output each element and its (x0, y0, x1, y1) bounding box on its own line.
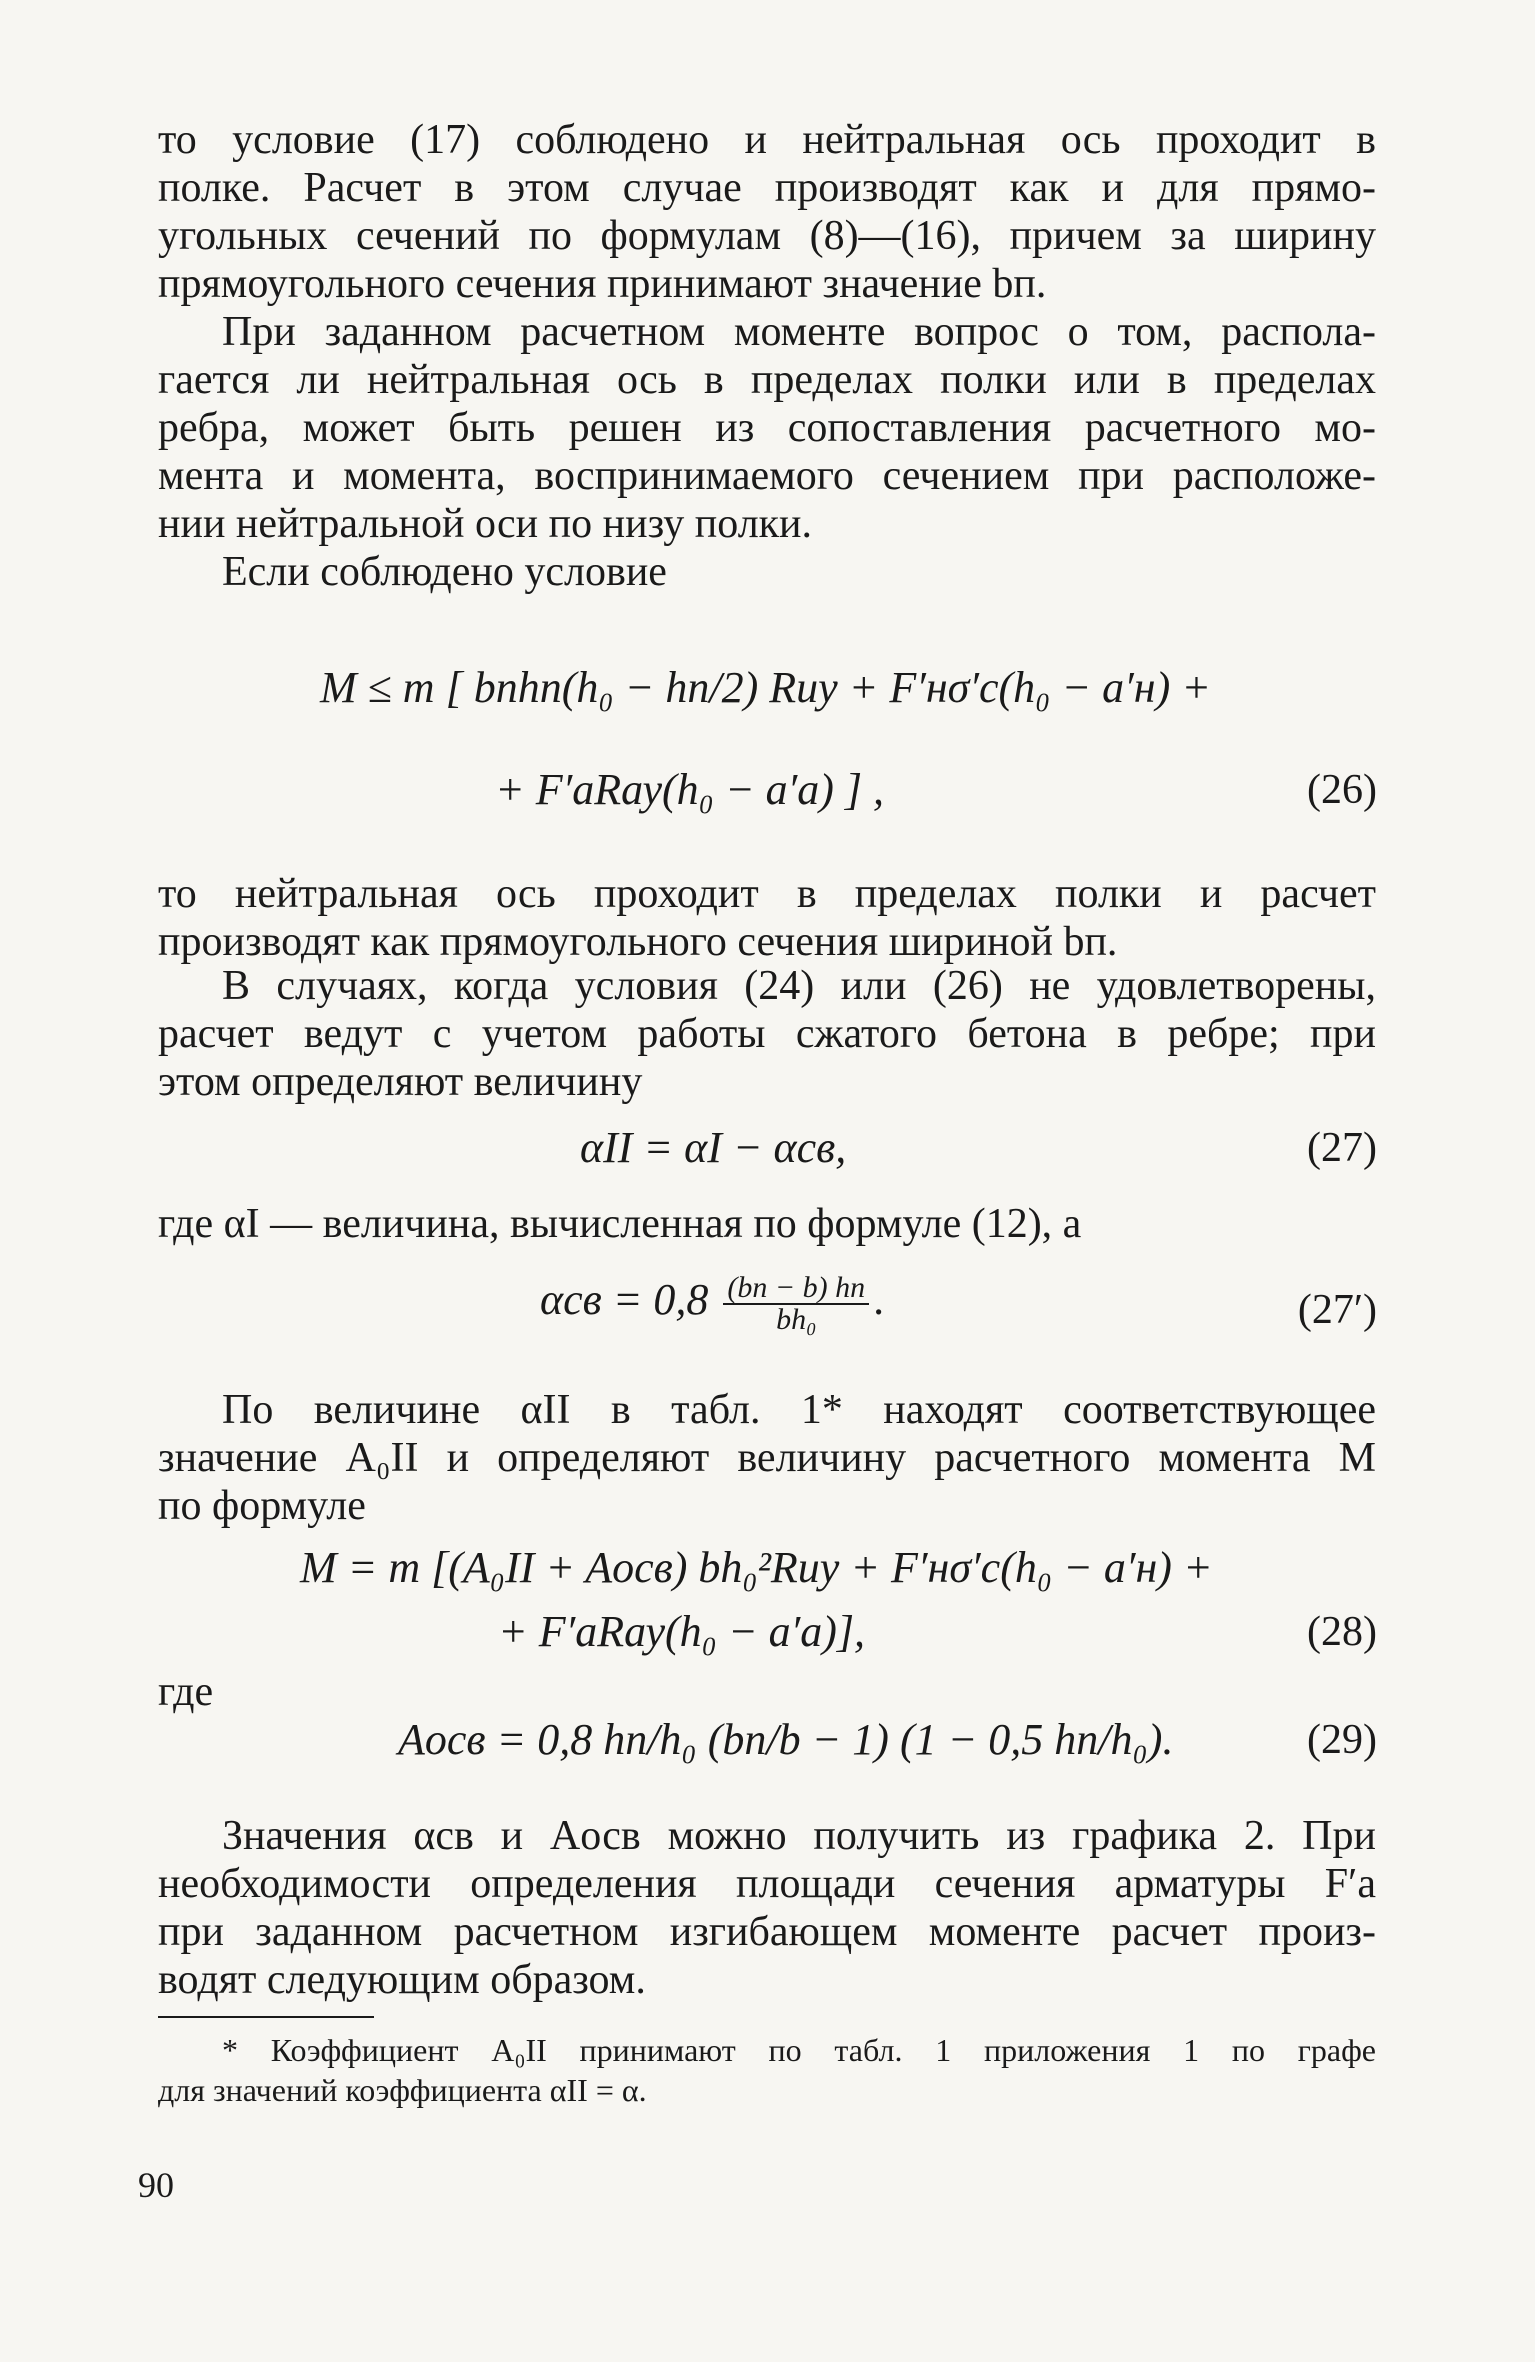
text-line: При заданном расчетном моменте вопрос о том, распола- (222, 309, 1376, 355)
formula-29: Aосв = 0,8 hп/h₀ (bп/b − 1) (1 − 0,5 hп/h₀). (398, 1715, 1174, 1764)
formula-28-line-1: M = m [(A₀II + Aосв) bh₀²Rиу + F′нσ′c(h₀ − a′н) + (300, 1543, 1213, 1592)
text-line: значение A₀II и определяют величину расчетного момента M (158, 1435, 1376, 1481)
text-line: то условие (17) соблюдено и нейтральная ось проходит в (158, 117, 1376, 163)
formula-27-prime-left: αсв = 0,8 (540, 1275, 709, 1324)
formula-26-line-2: + F′аRау(h₀ − a′а) ] , (495, 765, 885, 814)
text-line: при заданном расчетном изгибающем моменте расчет произ- (158, 1909, 1376, 1955)
text-line: где αI — величина, вычисленная по формуле (12), а (158, 1201, 1082, 1247)
text-line: нии нейтральной оси по низу полки. (158, 501, 813, 547)
equation-number-26: (26) (1307, 767, 1377, 813)
text-line: Значения αсв и Aосв можно получить из графика 2. При (222, 1813, 1376, 1859)
footnote-rule (158, 2016, 374, 2018)
paragraph-4 (158, 870, 1376, 966)
where-label: где (158, 1669, 214, 1715)
paragraph-6 (158, 1200, 1376, 1248)
text-line: прямоугольного сечения принимают значение bп. (158, 261, 1047, 307)
text-line: производят как прямоугольного сечения шириной bп. (158, 919, 1118, 965)
equation-number-27-prime: (27′) (1297, 1287, 1377, 1333)
page-number: 90 (138, 2165, 174, 2205)
footnote (158, 2030, 1376, 2110)
footnote-line: для значений коэффициента αII = α. (158, 2072, 647, 2108)
fraction (723, 1270, 869, 1336)
text-line: то нейтральная ось проходит в пределах полки и расчет (158, 871, 1376, 917)
text-line: В случаях, когда условия (24) или (26) не удовлетворены, (222, 963, 1376, 1009)
text-line: гается ли нейтральная ось в пределах полки или в пределах (158, 357, 1376, 403)
fraction-denominator: bh₀ (776, 1302, 817, 1336)
formula-28-line-2: + F′аRау(h₀ − a′а)], (498, 1607, 866, 1656)
paragraph-3 (158, 548, 1376, 596)
text-line: этом определяют величину (158, 1059, 643, 1105)
paragraph-7 (158, 1386, 1376, 1530)
paragraph-1 (158, 116, 1376, 308)
fraction-numerator: (bп − b) hп (723, 1273, 869, 1305)
equation-number-27: (27) (1307, 1125, 1377, 1171)
formula-27: αII = αI − αсв, (580, 1123, 847, 1172)
text-line: водят следующим образом. (158, 1957, 646, 2003)
text-line: по формуле (158, 1483, 366, 1529)
text-line: расчет ведут с учетом работы сжатого бетона в ребре; при (158, 1011, 1376, 1057)
formula-27-prime: αсв = 0,8 $\frac{(bп - b) hп}{\text{bh₀}}$ . (540, 1270, 885, 1336)
formula-26-line-1: M ≤ m [ bпhп(h₀ − hп/2) Rиу + F′нσ′c(h₀ − a′н) + (320, 663, 1211, 712)
paragraph-2 (158, 308, 1376, 548)
text-line: полке. Расчет в этом случае производят как и для прямо- (158, 165, 1376, 211)
text-line: ребра, может быть решен из сопоставления расчетного мо- (158, 405, 1376, 451)
footnote-line: * Коэффициент A₀II принимают по табл. 1 приложения 1 по графе (222, 2032, 1376, 2068)
equation-number-29: (29) (1307, 1717, 1377, 1763)
equation-number-28: (28) (1307, 1609, 1377, 1655)
text-line: Если соблюдено условие (222, 549, 667, 595)
paragraph-8 (158, 1812, 1376, 2004)
paragraph-5 (158, 962, 1376, 1106)
text-line: По величине αII в табл. 1* находят соответствующее (222, 1387, 1376, 1433)
text-line: мента и момента, воспринимаемого сечением при расположе- (158, 453, 1376, 499)
text-line: угольных сечений по формулам (8)—(16), причем за ширину (158, 213, 1376, 259)
text-line: необходимости определения площади сечения арматуры F′а (158, 1861, 1376, 1907)
